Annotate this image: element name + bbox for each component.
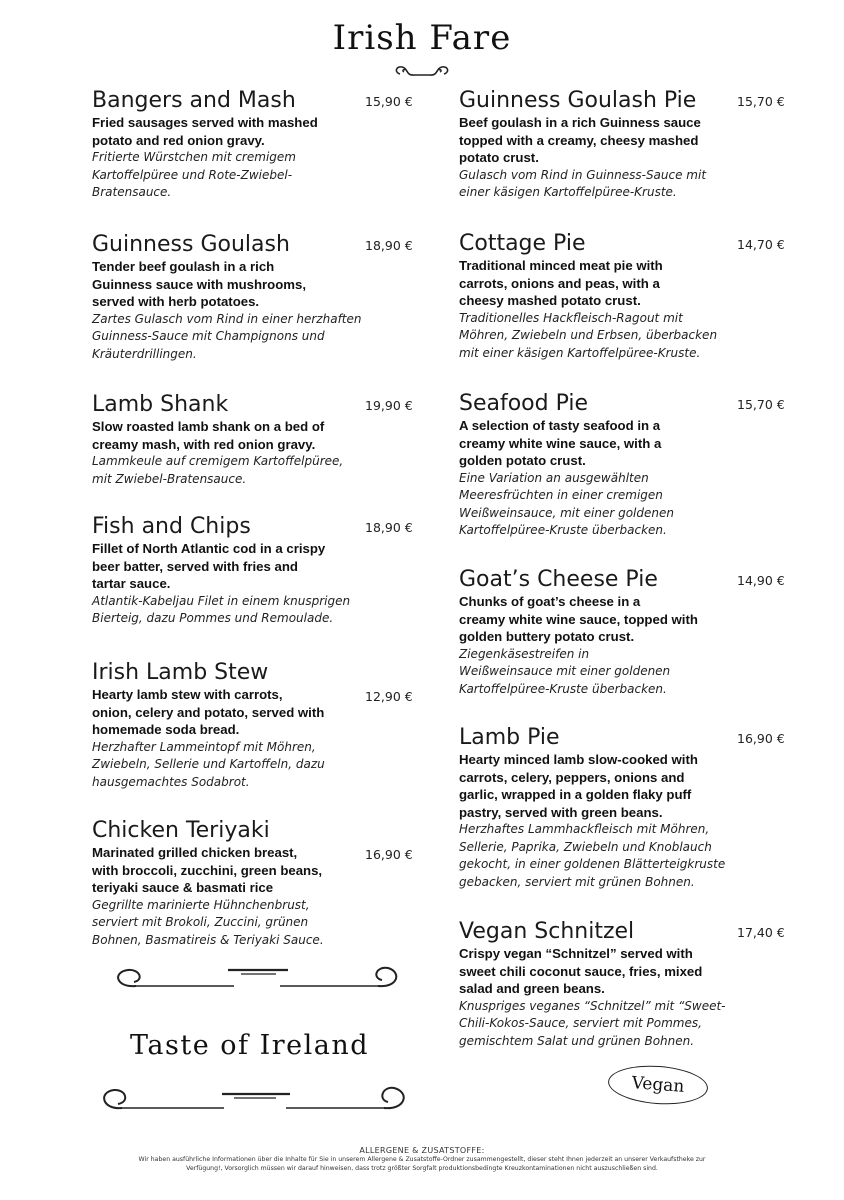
footer-line-2: Verfügung!, Vorsorglich müssen wir darauf hinweisen, dass trotz größter Sorgfalt produktionsbedingte Kreuzkontaminationen nicht auszuschließen sind. xyxy=(186,1165,658,1172)
item-name: Bangers and Mash xyxy=(92,88,296,113)
item-price: 17,40 € xyxy=(737,925,785,940)
item-price: 19,90 € xyxy=(365,398,413,413)
vegan-badge: Vegan xyxy=(607,1063,709,1108)
item-description-de: Traditionelles Hackfleisch-Ragout mit Möhren, Zwiebeln und Erbsen, überbacken mit einer käsigen Kartoffelpüree-Kruste. xyxy=(459,310,718,360)
item-description-en: Beef goulash in a rich Guinness sauce topped with a creamy, cheesy mashed potato crust. xyxy=(459,115,701,165)
menu-item-fish-and-chips xyxy=(92,514,422,628)
item-price: 15,70 € xyxy=(737,94,785,109)
item-description-en: Crispy vegan “Schnitzel” served with sweet chili coconut sauce, fries, mixed salad and green beans. xyxy=(459,946,703,996)
item-description-de: Gulasch vom Rind in Guinness-Sauce mit einer käsigen Kartoffelpüree-Kruste. xyxy=(459,167,707,199)
item-description-de: Herzhafter Lammeintopf mit Möhren, Zwiebeln, Sellerie und Kartoffeln, dazu hausgemachtes Sodabrot. xyxy=(92,739,325,789)
item-name: Lamb Pie xyxy=(459,725,560,750)
menu-item-bangers-and-mash xyxy=(92,88,422,202)
item-price: 16,90 € xyxy=(365,847,413,862)
menu-item-cottage-pie xyxy=(459,231,789,362)
item-price: 18,90 € xyxy=(365,238,413,253)
item-description-de: Fritierte Würstchen mit cremigem Kartoffelpüree und Rote-Zwiebel- Bratensauce. xyxy=(92,150,296,199)
item-description-en: Fillet of North Atlantic cod in a crispy beer batter, served with fries and tartar sauce. xyxy=(92,541,326,591)
item-name: Guinness Goulash xyxy=(92,232,290,257)
item-name: Lamb Shank xyxy=(92,392,229,417)
item-description-de: Atlantik-Kabeljau Filet in einem knusprigen Bierteig, dazu Pommes und Remoulade. xyxy=(92,593,351,625)
flourish-bottom-icon xyxy=(94,1078,416,1120)
item-price: 12,90 € xyxy=(365,689,413,704)
item-price: 15,90 € xyxy=(365,94,413,109)
item-description-en: Fried sausages served with mashed potato and red onion gravy. xyxy=(92,115,318,148)
menu-item-irish-lamb-stew xyxy=(92,660,422,791)
item-price: 15,70 € xyxy=(737,397,785,412)
item-description-de: Ziegenkäsestreifen in Weißweinsauce mit einer goldenen Kartoffelpüree-Kruste überbacken. xyxy=(459,646,671,696)
flourish-top-icon xyxy=(106,958,408,998)
item-price: 14,90 € xyxy=(737,573,785,588)
item-description-en: Chunks of goat’s cheese in a creamy white wine sauce, topped with golden buttery potato crust. xyxy=(459,594,698,644)
menu-title: Irish Fare xyxy=(332,18,512,58)
item-price: 16,90 € xyxy=(737,731,785,746)
item-name: Guinness Goulash Pie xyxy=(459,88,697,113)
item-description-de: Gegrillte marinierte Hühnchenbrust, serviert mit Brokoli, Zuccini, grünen Bohnen, Basmatireis & Teriyaki Sauce. xyxy=(92,897,324,947)
footer-line-1: Wir haben ausführliche Informationen über die Inhalte für Sie in unserem Allergene & Zusatstoffe-Ordner zusammengestellt, dieser steht Ihnen jederzeit an unserer Verkaufstheke zur xyxy=(138,1156,706,1163)
menu-item-lamb-pie xyxy=(459,725,789,891)
footer-heading: ALLERGENE & ZUSATSTOFFE: xyxy=(359,1146,485,1155)
item-name: Chicken Teriyaki xyxy=(92,818,270,843)
item-description-en: Tender beef goulash in a rich Guinness sauce with mushrooms, served with herb potatoes. xyxy=(92,259,306,309)
item-price: 14,70 € xyxy=(737,237,785,252)
item-description-en: Marinated grilled chicken breast, with broccoli, zucchini, green beans, teriyaki sauce & basmati rice xyxy=(92,845,323,895)
menu-item-goats-cheese-pie xyxy=(459,567,789,698)
item-name: Cottage Pie xyxy=(459,231,586,256)
item-description-de: Zartes Gulasch vom Rind in einer herzhaften Guinness-Sauce mit Champignons und Kräuterdrillingen. xyxy=(92,311,362,361)
item-name: Goat’s Cheese Pie xyxy=(459,567,658,592)
item-name: Seafood Pie xyxy=(459,391,589,416)
item-description-de: Lammkeule auf cremigem Kartoffelpüree, mit Zwiebel-Bratensauce. xyxy=(92,454,344,486)
taste-of-ireland-heading: Taste of Ireland xyxy=(130,1030,370,1061)
menu-item-chicken-teriyaki xyxy=(92,818,422,949)
menu-item-guinness-goulash-pie xyxy=(459,88,789,202)
item-description-en: Hearty lamb stew with carrots, onion, celery and potato, served with homemade soda bread. xyxy=(92,687,325,737)
menu-item-guinness-goulash xyxy=(92,232,422,363)
item-price: 18,90 € xyxy=(365,520,413,535)
item-name: Vegan Schnitzel xyxy=(459,919,635,944)
allergen-footer xyxy=(0,1146,844,1173)
item-description-en: A selection of tasty seafood in a creamy white wine sauce, with a golden potato crust. xyxy=(459,418,662,468)
title-flourish-icon xyxy=(392,62,452,84)
item-name: Irish Lamb Stew xyxy=(92,660,269,685)
menu-item-lamb-shank xyxy=(92,392,422,488)
item-description-de: Herzhaftes Lammhackfleisch mit Möhren, Sellerie, Paprika, Zwiebeln und Knoblauch gekocht, in einer goldenen Blätterteigkruste gebacken, serviert mit grünen Bohnen. xyxy=(459,822,726,889)
item-description-de: Eine Variation an ausgewählten Meeresfrüchten in einer cremigen Weißweinsauce, mit einer goldenen Kartoffelpüree-Kruste überbacken. xyxy=(459,470,674,537)
menu-item-vegan-schnitzel xyxy=(459,919,789,1050)
menu-item-seafood-pie xyxy=(459,391,789,540)
item-description-de: Knuspriges veganes “Schnitzel” mit “Sweet- Chili-Kokos-Sauce, serviert mit Pommes, gemischtem Salat und grünen Bohnen. xyxy=(459,998,726,1048)
item-description-en: Slow roasted lamb shank on a bed of creamy mash, with red onion gravy. xyxy=(92,419,325,452)
item-description-en: Traditional minced meat pie with carrots, onions and peas, with a cheesy mashed potato crust. xyxy=(459,258,663,308)
item-description-en: Hearty minced lamb slow-cooked with carrots, celery, peppers, onions and garlic, wrapped in a golden flaky puff pastry, served with green beans. xyxy=(459,752,698,820)
item-name: Fish and Chips xyxy=(92,514,251,539)
